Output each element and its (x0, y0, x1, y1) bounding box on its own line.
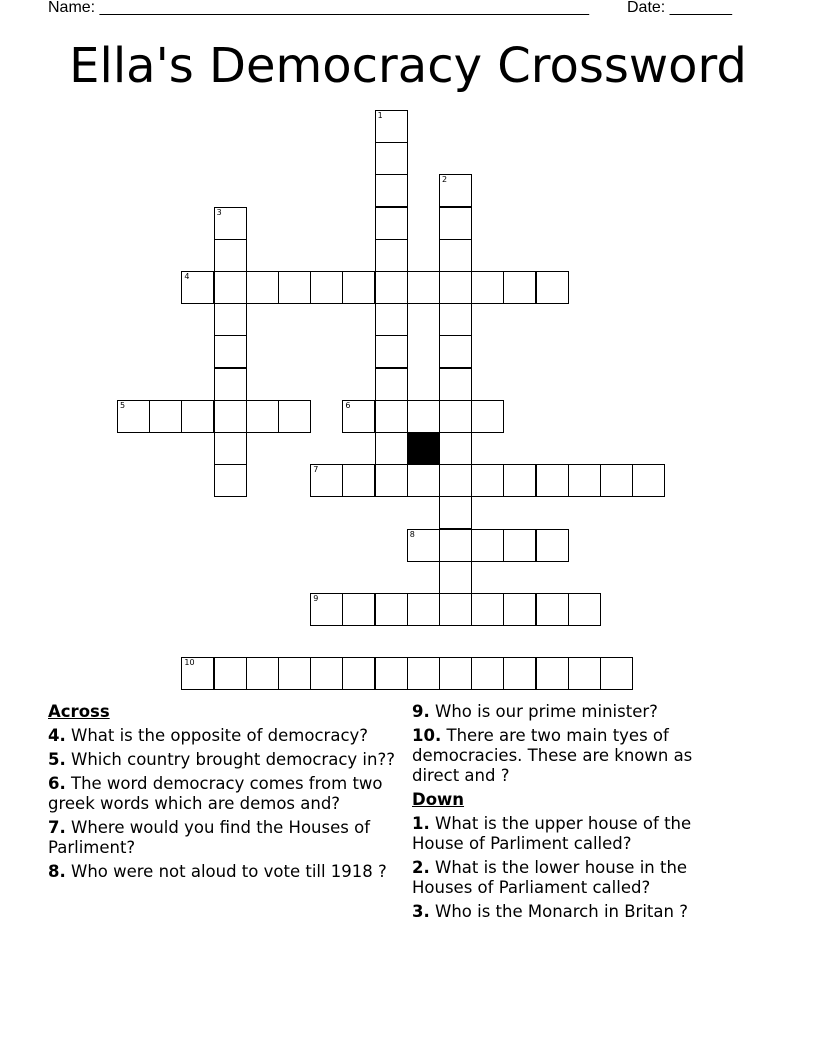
grid-cell[interactable] (568, 593, 601, 626)
grid-cell[interactable] (214, 207, 247, 240)
page-title: Ella's Democracy Crossword (69, 38, 747, 94)
grid-cell[interactable] (439, 496, 472, 529)
black-cell (407, 432, 440, 465)
grid-cell[interactable] (342, 271, 375, 304)
grid-cell[interactable] (149, 400, 182, 433)
grid-cell[interactable] (471, 271, 504, 304)
across-clue-8 (48, 862, 408, 882)
clue-number: 3. (412, 902, 430, 921)
grid-cell[interactable] (310, 464, 343, 497)
grid-cell[interactable] (568, 657, 601, 690)
grid-cell[interactable] (439, 400, 472, 433)
clue-number: 7. (48, 818, 66, 837)
grid-cell[interactable] (471, 657, 504, 690)
grid-cell[interactable] (407, 271, 440, 304)
grid-cell[interactable] (375, 432, 408, 465)
clue-text: Who is the Monarch in Britan ? (435, 902, 688, 921)
grid-cell[interactable] (342, 593, 375, 626)
grid-cell[interactable] (310, 593, 343, 626)
grid-cell[interactable] (342, 657, 375, 690)
grid-cell[interactable] (214, 239, 247, 272)
across-clue-7 (48, 818, 408, 858)
name-field[interactable]: Name: _______________________________________________________ (48, 0, 589, 16)
grid-cell[interactable] (503, 593, 536, 626)
grid-cell[interactable] (375, 464, 408, 497)
cell-number: 6 (345, 400, 351, 410)
grid-cell[interactable] (375, 368, 408, 401)
grid-cell[interactable] (439, 174, 472, 207)
grid-cell[interactable] (503, 529, 536, 562)
grid-cell[interactable] (439, 207, 472, 240)
clue-number: 4. (48, 726, 66, 745)
grid-cell[interactable] (503, 464, 536, 497)
grid-cell[interactable] (214, 432, 247, 465)
grid-cell[interactable] (407, 593, 440, 626)
grid-cell[interactable] (471, 464, 504, 497)
across-clue-5 (48, 750, 408, 770)
grid-cell[interactable] (375, 335, 408, 368)
grid-cell[interactable] (439, 271, 472, 304)
grid-cell[interactable] (439, 561, 472, 594)
grid-cell[interactable] (407, 529, 440, 562)
across-clue-6 (48, 774, 408, 814)
down-clue-3 (412, 902, 732, 922)
grid-cell[interactable] (375, 207, 408, 240)
clue-text: What is the opposite of democracy? (71, 726, 369, 745)
grid-cell[interactable] (214, 400, 247, 433)
across-heading: Across (48, 702, 110, 721)
grid-cell[interactable] (375, 303, 408, 336)
across-clue-4 (48, 726, 408, 746)
grid-cell[interactable] (181, 400, 214, 433)
grid-cell[interactable] (375, 110, 408, 143)
grid-cell[interactable] (342, 400, 375, 433)
clue-number: 5. (48, 750, 66, 769)
grid-cell[interactable] (278, 400, 311, 433)
clue-text: Who is our prime minister? (435, 702, 658, 721)
grid-cell[interactable] (117, 400, 150, 433)
across-clue-10 (412, 726, 732, 786)
grid-cell[interactable] (375, 271, 408, 304)
grid-cell[interactable] (214, 303, 247, 336)
clues-right-column (412, 702, 732, 926)
clue-number: 2. (412, 858, 430, 877)
cell-number: 2 (442, 175, 448, 185)
clue-text: What is the upper house of the House of Parliment called? (412, 814, 692, 853)
cell-number: 8 (409, 529, 415, 539)
clue-text: There are two main tyes of democracies. These are known as direct and ? (412, 726, 693, 785)
grid-cell[interactable] (375, 142, 408, 175)
grid-cell[interactable] (310, 271, 343, 304)
grid-cell[interactable] (214, 335, 247, 368)
grid-cell[interactable] (375, 593, 408, 626)
grid-cell[interactable] (439, 529, 472, 562)
cell-number: 9 (313, 594, 319, 603)
clue-number: 10. (412, 726, 442, 745)
grid-cell[interactable] (375, 400, 408, 433)
grid-cell[interactable] (471, 400, 504, 433)
grid-cell[interactable] (471, 529, 504, 562)
grid-cell[interactable] (214, 657, 247, 690)
cell-number: 1 (377, 111, 383, 120)
grid-cell[interactable] (407, 400, 440, 433)
grid-cell[interactable] (407, 657, 440, 690)
grid-cell[interactable] (375, 174, 408, 207)
cell-number: 5 (120, 400, 126, 410)
grid-cell[interactable] (439, 368, 472, 401)
clues-left-column (48, 702, 408, 886)
grid-cell[interactable] (536, 464, 569, 497)
cell-number: 10 (184, 658, 195, 668)
clue-number: 6. (48, 774, 66, 793)
date-field[interactable]: Date: _______ (627, 0, 732, 16)
clue-text: What is the lower house in the Houses of Parliament called? (412, 858, 688, 897)
grid-cell[interactable] (536, 593, 569, 626)
grid-cell[interactable] (439, 593, 472, 626)
grid-cell[interactable] (375, 239, 408, 272)
grid-cell[interactable] (439, 657, 472, 690)
cell-number: 3 (216, 207, 222, 217)
clue-text: Which country brought democracy in?? (71, 750, 395, 769)
grid-cell[interactable] (600, 464, 633, 497)
grid-cell[interactable] (536, 529, 569, 562)
grid-cell[interactable] (568, 464, 601, 497)
grid-cell[interactable] (246, 271, 279, 304)
clue-text: The word democracy comes from two greek words which are demos and? (48, 774, 383, 813)
grid-cell[interactable] (600, 657, 633, 690)
grid-cell[interactable] (439, 464, 472, 497)
grid-cell[interactable] (632, 464, 665, 497)
clue-text: Who were not aloud to vote till 1918 ? (71, 862, 387, 881)
grid-cell[interactable] (214, 271, 247, 304)
grid-cell[interactable] (536, 657, 569, 690)
down-clue-2 (412, 858, 732, 898)
grid-cell[interactable] (278, 271, 311, 304)
grid-cell[interactable] (439, 432, 472, 465)
clue-number: 9. (412, 702, 430, 721)
grid-cell[interactable] (439, 303, 472, 336)
grid-cell[interactable] (536, 271, 569, 304)
down-heading: Down (412, 790, 465, 809)
clue-text: Where would you find the Houses of Parliment? (48, 818, 370, 857)
grid-cell[interactable] (246, 400, 279, 433)
grid-cell[interactable] (439, 239, 472, 272)
down-clue-1 (412, 814, 732, 854)
grid-cell[interactable] (181, 657, 214, 690)
clue-number: 1. (412, 814, 430, 833)
grid-cell[interactable] (214, 464, 247, 497)
grid-cell[interactable] (503, 657, 536, 690)
grid-cell[interactable] (214, 368, 247, 401)
grid-cell[interactable] (439, 335, 472, 368)
grid-cell[interactable] (342, 464, 375, 497)
cell-number: 7 (313, 465, 319, 475)
grid-cell[interactable] (246, 657, 279, 690)
cell-number: 4 (184, 272, 190, 281)
across-clue-9 (412, 702, 732, 722)
grid-cell[interactable] (407, 464, 440, 497)
grid-cell[interactable] (375, 657, 408, 690)
grid-cell[interactable] (278, 657, 311, 690)
grid-cell[interactable] (181, 271, 214, 304)
grid-cell[interactable] (310, 657, 343, 690)
grid-cell[interactable] (503, 271, 536, 304)
clue-number: 8. (48, 862, 66, 881)
grid-cell[interactable] (471, 593, 504, 626)
